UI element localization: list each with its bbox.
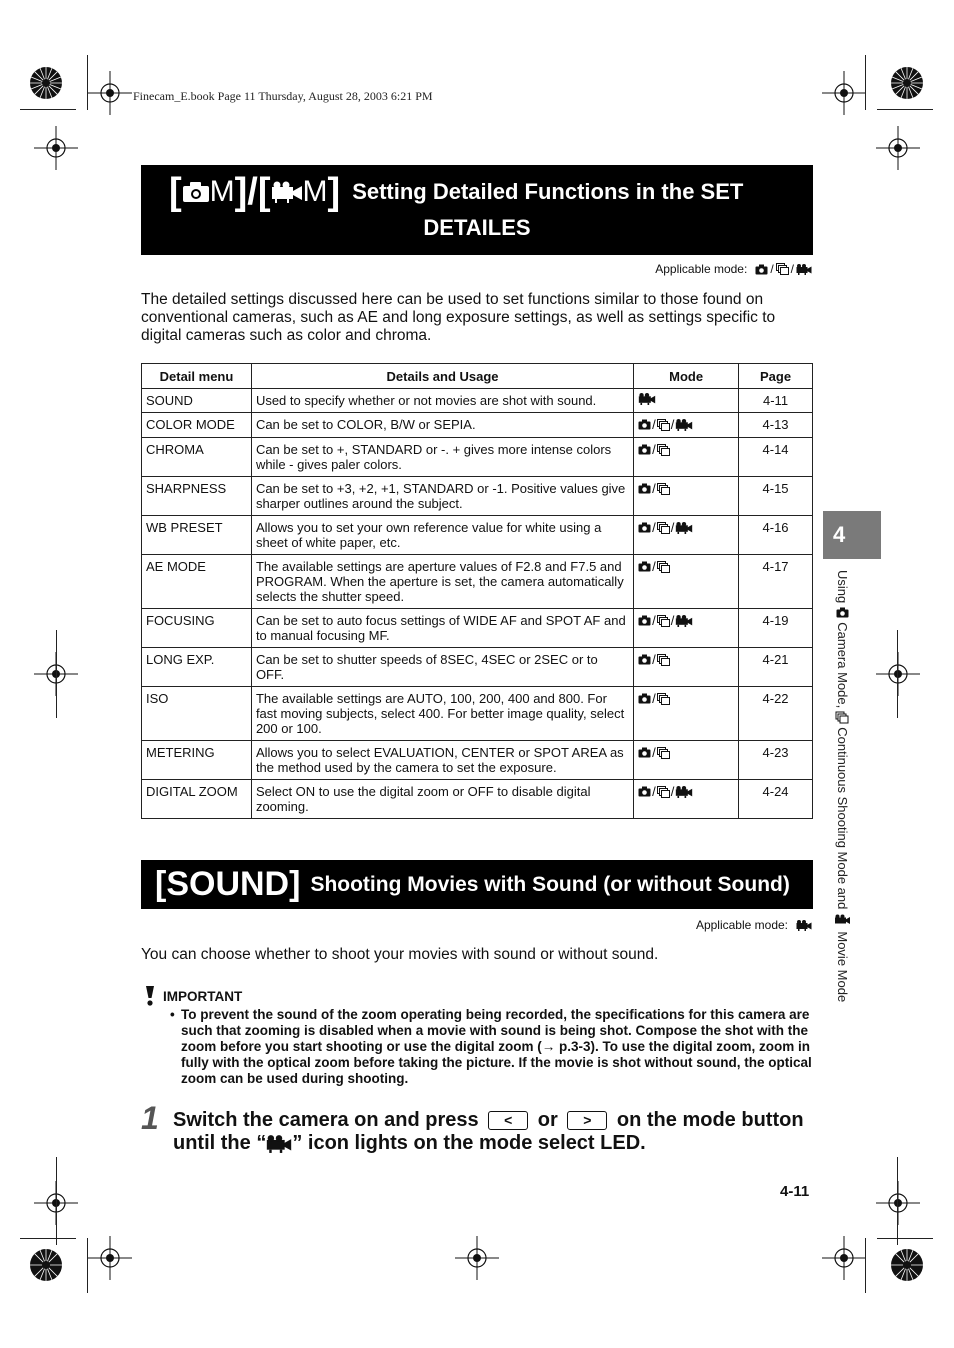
side-text-camera: Camera Mode,: [835, 622, 850, 709]
side-text-using: Using: [835, 570, 850, 604]
left-arrow-key-icon: <: [488, 1111, 528, 1130]
page-cell: 4-24: [739, 780, 813, 819]
registration-mark-icon: [876, 1181, 920, 1225]
trim-line: [56, 630, 57, 718]
table-row: [142, 609, 813, 648]
camera-icon: [755, 264, 768, 275]
table-row: [142, 389, 813, 413]
detail-menu-table: [141, 363, 813, 819]
detail-menu-cell: FOCUSING: [142, 609, 252, 648]
sound-title-big: [SOUND]: [155, 865, 301, 903]
trim-line: [20, 1238, 76, 1239]
section-title-text: Setting Detailed Functions in the SET: [352, 179, 744, 204]
chapter-tab: [823, 511, 881, 559]
trim-line: [87, 1238, 88, 1293]
important-note: [170, 1007, 818, 1087]
slash: /: [670, 520, 675, 535]
table-row: [142, 477, 813, 516]
trim-line: [897, 630, 898, 718]
mode-cell: [634, 555, 739, 609]
detail-menu-cell: WB PRESET: [142, 516, 252, 555]
mode-cell: [634, 609, 739, 648]
applicable-mode: [655, 262, 812, 276]
slash: /: [652, 481, 656, 496]
file-header: Finecam_E.book Page 11 Thursday, August 28, 2003 6:21 PM: [133, 89, 433, 103]
page-cell: 4-17: [739, 555, 813, 609]
mode-cell: [634, 741, 739, 780]
slash: /: [652, 652, 656, 667]
details-cell: Used to specify whether or not movies are shot with sound.: [251, 389, 633, 413]
continuous-icon: [657, 693, 670, 705]
print-star-mark-icon: [29, 66, 63, 100]
column-header: Mode: [634, 364, 739, 389]
slash: /: [652, 442, 656, 457]
sound-intro: You can choose whether to shoot your movies with sound or without sound.: [141, 946, 659, 963]
section-title-line1: [169, 169, 743, 215]
details-cell: Can be set to +3, +2, +1, STANDARD or -1. Positive values give sharper outlines around the subject.: [251, 477, 633, 516]
details-cell: Allows you to set your own reference value for white using a sheet of white paper, etc.: [251, 516, 633, 555]
table-row: [142, 687, 813, 741]
page-cell: 4-19: [739, 609, 813, 648]
table-row: [142, 516, 813, 555]
side-text-continuous: Continuous Shooting Mode and: [835, 727, 850, 910]
slash: /: [670, 784, 675, 799]
camera-icon: [638, 561, 651, 572]
movie-icon: [796, 920, 812, 931]
step-text-a: Switch the camera on and press: [173, 1109, 479, 1131]
detail-menu-cell: CHROMA: [142, 438, 252, 477]
applicable-mode: [696, 918, 812, 932]
camera-icon: [638, 483, 651, 494]
bullet: •: [170, 1007, 175, 1022]
step-instruction: [173, 1109, 813, 1155]
mode-m-glyph: M: [302, 175, 328, 208]
side-text-movie: Movie Mode: [835, 931, 850, 1003]
continuous-icon: [657, 654, 670, 666]
slash: /: [652, 559, 656, 574]
mode-cell: [634, 389, 739, 413]
page-cell: 4-11: [739, 389, 813, 413]
table-row: [142, 438, 813, 477]
continuous-icon: [657, 615, 670, 627]
trim-line: [865, 55, 866, 110]
page-cell: 4-16: [739, 516, 813, 555]
slash: /: [670, 613, 675, 628]
movie-icon: [675, 522, 693, 534]
continuous-icon: [657, 522, 670, 534]
camera-icon: [638, 786, 651, 797]
slash: /: [670, 417, 675, 432]
page-cell: 4-22: [739, 687, 813, 741]
step-text-or: or: [537, 1109, 558, 1131]
slash: /: [652, 613, 656, 628]
continuous-icon: [657, 419, 670, 431]
trim-line: [56, 1157, 57, 1245]
details-cell: Can be set to auto focus settings of WIDE AF and SPOT AF and to manual focusing MF.: [251, 609, 633, 648]
camera-icon: [638, 747, 651, 758]
detail-menu-cell: ISO: [142, 687, 252, 741]
right-arrow-key-icon: >: [567, 1111, 607, 1130]
mode-cell: [634, 477, 739, 516]
page-cell: 4-13: [739, 413, 813, 438]
page-number: 4-11: [780, 1183, 810, 1200]
section-title-line2: DETAILES: [423, 215, 531, 240]
camera-icon: [638, 654, 651, 665]
slash: /: [652, 520, 656, 535]
camera-icon: [638, 419, 651, 430]
registration-mark-icon: [822, 71, 866, 115]
registration-mark-icon: [88, 1236, 132, 1280]
mode-cell: [634, 413, 739, 438]
movie-icon: [271, 181, 303, 203]
continuous-icon: [657, 786, 670, 798]
camera-icon: [182, 181, 210, 203]
mode-cell: [634, 438, 739, 477]
slash: /: [790, 262, 794, 276]
sound-title-bar: [141, 860, 813, 909]
movie-icon: [638, 393, 656, 405]
mode-cell: [634, 648, 739, 687]
column-header: Details and Usage: [251, 364, 633, 389]
table-row: [142, 741, 813, 780]
detail-menu-cell: SHARPNESS: [142, 477, 252, 516]
continuous-icon: [657, 561, 670, 573]
page-cell: 4-14: [739, 438, 813, 477]
movie-icon: [675, 786, 693, 798]
detail-menu-cell: DIGITAL ZOOM: [142, 780, 252, 819]
important-label: IMPORTANT: [163, 988, 243, 1004]
table-row: [142, 780, 813, 819]
table-header-row: [142, 364, 813, 389]
details-cell: Can be set to +, STANDARD or -. + gives more intense colors while - gives paler colors.: [251, 438, 633, 477]
mode-cell: [634, 516, 739, 555]
registration-mark-icon: [876, 126, 920, 170]
page-cell: 4-21: [739, 648, 813, 687]
bracket-slash: ]/[: [234, 171, 271, 213]
step-text-c: ” icon lights on the mode select LED.: [292, 1132, 646, 1154]
registration-mark-icon: [88, 71, 132, 115]
detail-menu-cell: SOUND: [142, 389, 252, 413]
continuous-icon: [657, 483, 670, 495]
applicable-mode-label: Applicable mode:: [655, 262, 748, 276]
table-body: [142, 389, 813, 819]
movie-icon: [796, 264, 812, 275]
chapter-side-text: [835, 570, 850, 1090]
continuous-icon: [657, 747, 670, 759]
chapter-number: 4: [833, 522, 846, 547]
step-text-b: on the mode button until the “: [173, 1109, 804, 1154]
details-cell: Select ON to use the digital zoom or OFF to disable digital zooming.: [251, 780, 633, 819]
trim-line: [20, 109, 76, 110]
registration-mark-icon: [34, 126, 78, 170]
section-title-bar: [141, 165, 813, 255]
page-cell: 4-15: [739, 477, 813, 516]
mode-cell: [634, 687, 739, 741]
trim-line: [877, 1238, 933, 1239]
detail-menu-cell: COLOR MODE: [142, 413, 252, 438]
table-row: [142, 648, 813, 687]
step-number: 1: [141, 1100, 159, 1136]
slash: /: [652, 417, 656, 432]
camera-icon: [836, 607, 849, 618]
movie-icon: [266, 1135, 292, 1153]
movie-icon: [835, 915, 851, 926]
trim-line: [87, 55, 88, 110]
details-cell: Allows you to select EVALUATION, CENTER or SPOT AREA as the method used by the camera to set the exposure.: [251, 741, 633, 780]
details-cell: The available settings are AUTO, 100, 200, 400 and 800. For fast moving subjects, select 400. For better image quality, select 200 or 100.: [251, 687, 633, 741]
bracket-open: [: [169, 171, 182, 213]
page-cell: 4-23: [739, 741, 813, 780]
detail-menu-cell: METERING: [142, 741, 252, 780]
slash: /: [652, 691, 656, 706]
details-cell: Can be set to shutter speeds of 8SEC, 4SEC or 2SEC or to OFF.: [251, 648, 633, 687]
slash: /: [770, 262, 774, 276]
details-cell: The available settings are aperture values of F2.8 and F7.5 and PROGRAM. When the aperture is set, the camera automatically selects the shutter speed.: [251, 555, 633, 609]
important-icon: [145, 986, 155, 1006]
sound-title-text: Shooting Movies with Sound (or without Sound): [310, 872, 790, 896]
trim-line: [897, 1157, 898, 1245]
details-cell: Can be set to COLOR, B/W or SEPIA.: [251, 413, 633, 438]
slash: /: [652, 784, 656, 799]
continuous-icon: [836, 712, 849, 724]
registration-mark-icon: [876, 652, 920, 696]
column-header: Detail menu: [142, 364, 252, 389]
print-star-mark-icon: [29, 1248, 63, 1282]
movie-icon: [675, 419, 693, 431]
detail-menu-cell: LONG EXP.: [142, 648, 252, 687]
continuous-icon: [657, 444, 670, 456]
print-star-mark-icon: [890, 66, 924, 100]
trim-line: [865, 1238, 866, 1293]
camera-icon: [638, 444, 651, 455]
bracket-close: ]: [327, 171, 341, 213]
camera-icon: [638, 522, 651, 533]
section-intro: The detailed settings discussed here can be used to set functions similar to those found on conventional cameras, such as AE and long exposure settings, as well as settings specific to digital cameras such as color and chroma.: [141, 291, 776, 344]
movie-icon: [675, 615, 693, 627]
table-row: [142, 555, 813, 609]
important-note-text: To prevent the sound of the zoom operating being recorded, the specifications for this camera are such that zooming is disabled when a movie with sound is being shot. Compose the shot with the zoom before you start shooting or use the digital zoom (→ p.3-3). To use the digital zoom, zoom in fully with the optical zoom before taking the picture. If the movie is shot without sound, the optical zoom can be used during shooting.: [181, 1007, 812, 1086]
registration-mark-icon: [455, 1236, 499, 1280]
camera-icon: [638, 693, 651, 704]
table-row: [142, 413, 813, 438]
applicable-mode-label: Applicable mode:: [695, 918, 788, 932]
trim-line: [877, 109, 933, 110]
continuous-icon: [776, 263, 789, 275]
slash: /: [652, 745, 656, 760]
detail-menu-cell: AE MODE: [142, 555, 252, 609]
camera-icon: [638, 615, 651, 626]
print-star-mark-icon: [890, 1248, 924, 1282]
important-heading: [145, 986, 242, 1006]
mode-m-glyph: M: [209, 175, 235, 208]
mode-cell: [634, 780, 739, 819]
column-header: Page: [739, 364, 813, 389]
registration-mark-icon: [822, 1236, 866, 1280]
